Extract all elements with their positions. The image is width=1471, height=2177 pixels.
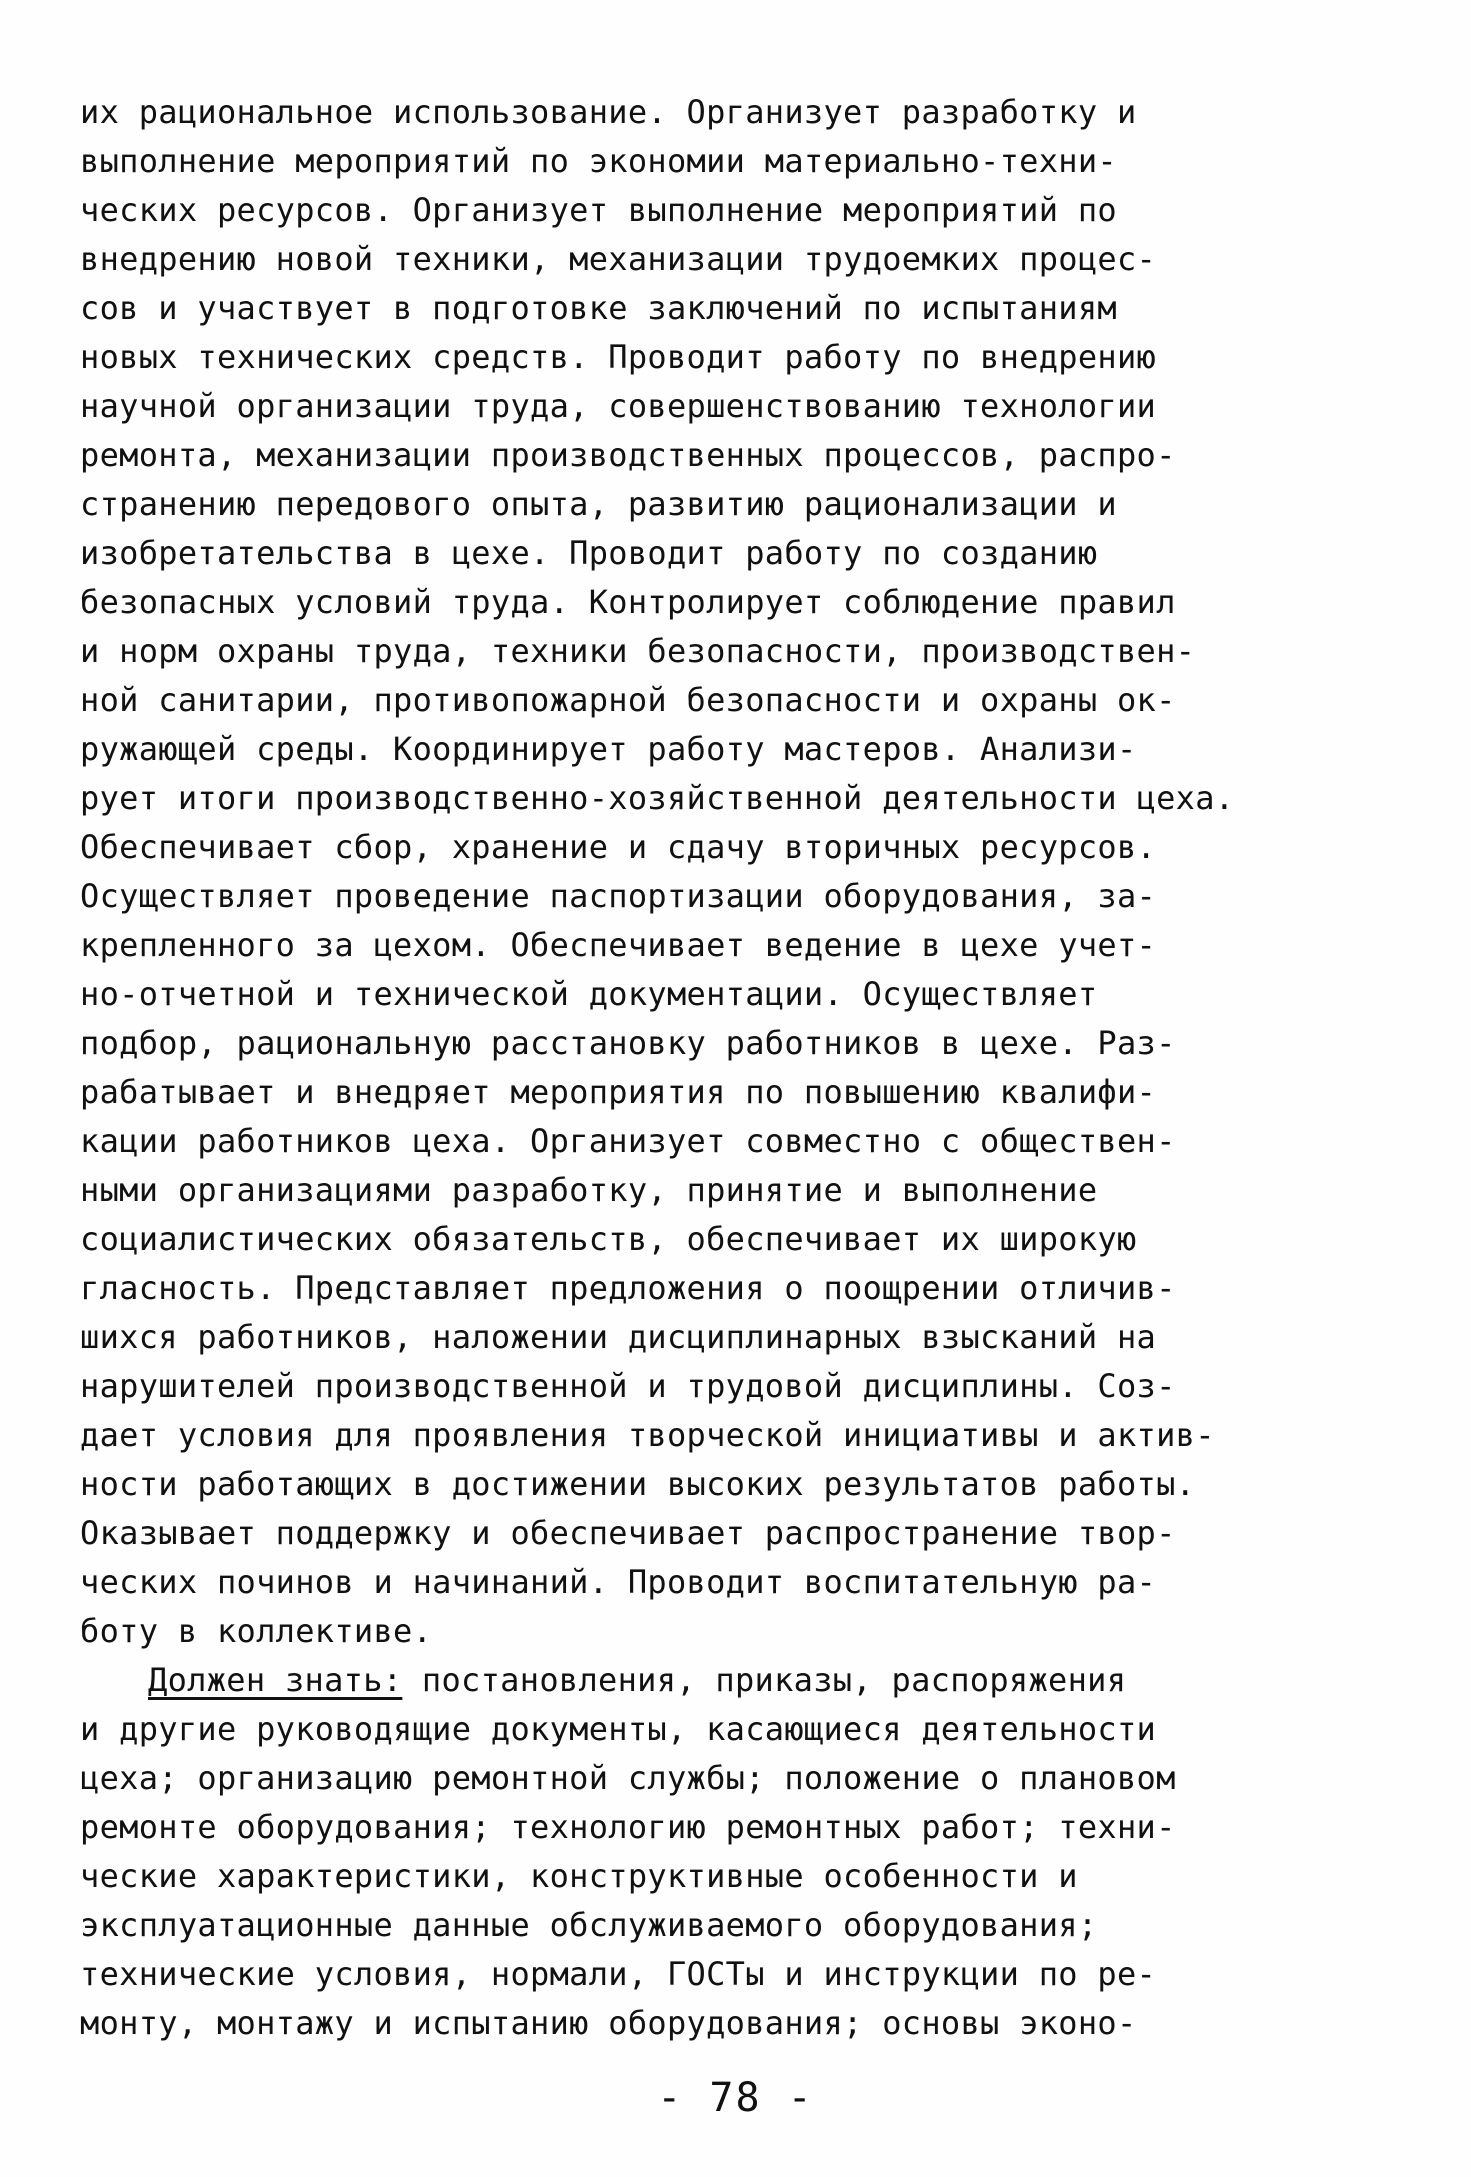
page-number: - 78 - <box>657 2075 814 2121</box>
text-line-first <box>80 1656 1420 1705</box>
text-line: внедрению новой техники, механизации трудоемких процес- <box>80 240 1157 278</box>
text-line: выполнение мероприятий по экономии материально-техни- <box>80 142 1117 180</box>
text-line: цеха; организацию ремонтной службы; положение о плановом <box>80 1759 1176 1797</box>
text-line: безопасных условий труда. Контролирует соблюдение правил <box>80 583 1176 621</box>
text-line: ремонта, механизации производственных процессов, распро- <box>80 436 1176 474</box>
text-run: постановления, приказы, распоряжения <box>402 1661 1127 1699</box>
text-line: и другие руководящие документы, касающиеся деятельности <box>80 1710 1157 1748</box>
text-line: нарушителей производственной и трудовой дисциплины. Соз- <box>80 1367 1176 1405</box>
text-line: монту, монтажу и испытанию оборудования; основы эконо- <box>80 2004 1137 2042</box>
text-line: боту в коллективе. <box>80 1612 433 1650</box>
text-line: ческих ресурсов. Организует выполнение мероприятий по <box>80 191 1117 229</box>
text-line: гласность. Представляет предложения о поощрении отличив- <box>80 1269 1176 1307</box>
text-line: Оказывает поддержку и обеспечивает распространение твор- <box>80 1514 1176 1552</box>
text-line: ными организациями разработку, принятие и выполнение <box>80 1171 1098 1209</box>
text-line: но-отчетной и технической документации. Осуществляет <box>80 975 1098 1013</box>
text-line: рует итоги производственно-хозяйственной деятельности цеха. <box>80 779 1235 817</box>
text-line: рабатывает и внедряет мероприятия по повышению квалифи- <box>80 1073 1157 1111</box>
text-line: сов и участвует в подготовке заключений по испытаниям <box>80 289 1117 327</box>
paragraph-must-know <box>80 1656 1420 2048</box>
text-line: ружающей среды. Координирует работу мастеров. Анализи- <box>80 730 1137 768</box>
text-line: научной организации труда, совершенствованию технологии <box>80 387 1157 425</box>
text-line: их рациональное использование. Организует разработку и <box>80 93 1137 131</box>
text-line: новых технических средств. Проводит работу по внедрению <box>80 338 1157 376</box>
text-line: странению передового опыта, развитию рационализации и <box>80 485 1117 523</box>
text-line: крепленного за цехом. Обеспечивает ведение в цехе учет- <box>80 926 1157 964</box>
text-line: шихся работников, наложении дисциплинарных взысканий на <box>80 1318 1157 1356</box>
text-line: Обеспечивает сбор, хранение и сдачу вторичных ресурсов. <box>80 828 1157 866</box>
section-heading-must-know: Должен знать: <box>148 1661 403 1699</box>
text-line: ности работающих в достижении высоких результатов работы. <box>80 1465 1196 1503</box>
text-line: изобретательства в цехе. Проводит работу по созданию <box>80 534 1098 572</box>
text-line: социалистических обязательств, обеспечивает их широкую <box>80 1220 1137 1258</box>
text-line: ческие характеристики, конструктивные особенности и <box>80 1857 1078 1895</box>
text-line: эксплуатационные данные обслуживаемого оборудования; <box>80 1906 1098 1944</box>
text-line: технические условия, нормали, ГОСТы и инструкции по ре- <box>80 1955 1157 1993</box>
text-line: ремонте оборудования; технологию ремонтных работ; техни- <box>80 1808 1176 1846</box>
text-line: кации работников цеха. Организует совместно с обществен- <box>80 1122 1176 1160</box>
text-line: ческих починов и начинаний. Проводит воспитательную ра- <box>80 1563 1157 1601</box>
text-line: и норм охраны труда, техники безопасности, производствен- <box>80 632 1196 670</box>
text-line: ной санитарии, противопожарной безопасности и охраны ок- <box>80 681 1176 719</box>
text-line: подбор, рациональную расстановку работников в цехе. Раз- <box>80 1024 1176 1062</box>
text-line: Осуществляет проведение паспортизации оборудования, за- <box>80 877 1157 915</box>
paragraph-duties <box>80 88 1420 1656</box>
text-line: дает условия для проявления творческой инициативы и актив- <box>80 1416 1215 1454</box>
